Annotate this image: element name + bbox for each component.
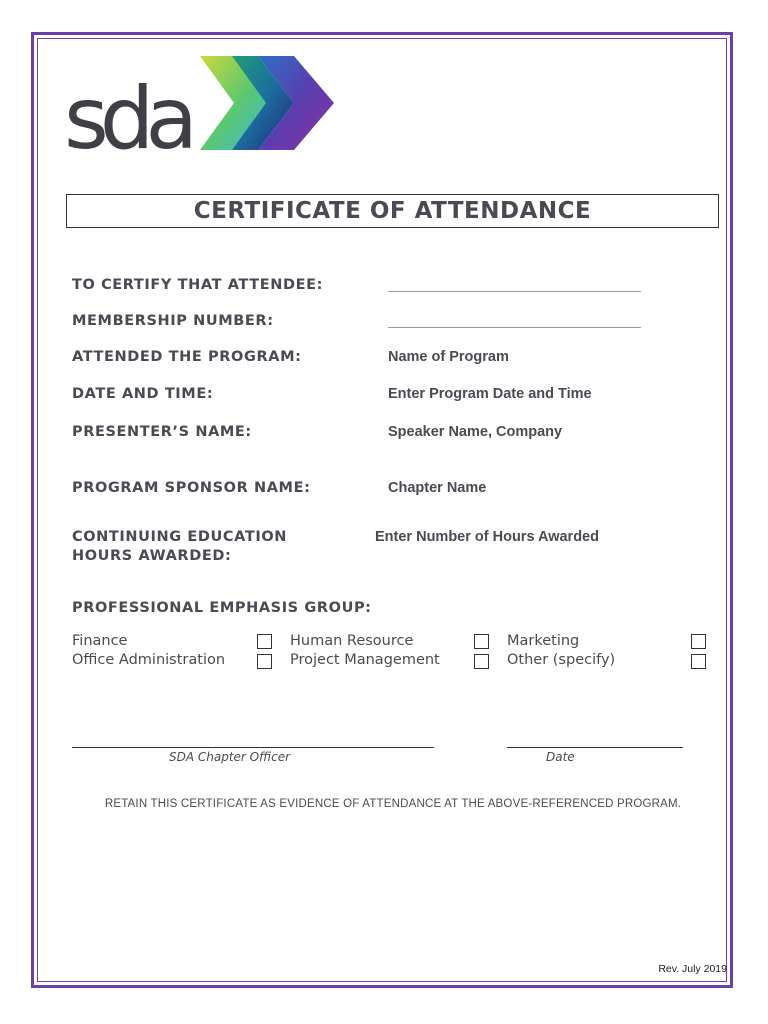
sda-logo (62, 52, 338, 154)
ce-hours-label-line1: CONTINUING EDUCATION (72, 529, 287, 545)
emphasis-item-other: Other (specify) (507, 652, 616, 668)
emphasis-item-office-administration: Office Administration (72, 652, 226, 668)
sponsor-label: PROGRAM SPONSOR NAME: (72, 480, 311, 496)
checkbox-finance[interactable] (257, 634, 272, 649)
attendee-label: TO CERTIFY THAT ATTENDEE: (72, 277, 324, 293)
certificate-border-inner (37, 38, 727, 982)
date-signature-line (507, 747, 683, 748)
officer-caption: SDA Chapter Officer (169, 750, 291, 764)
revision-note: Rev. July 2019 (658, 963, 727, 975)
emphasis-item-finance: Finance (72, 633, 128, 649)
presenter-label: PRESENTER’S NAME: (72, 424, 252, 440)
sponsor-value: Chapter Name (388, 480, 487, 496)
checkbox-human-resource[interactable] (474, 634, 489, 649)
attendee-blank-line (388, 291, 641, 292)
checkbox-other[interactable] (691, 654, 706, 669)
program-label: ATTENDED THE PROGRAM: (72, 349, 302, 365)
ce-hours-label-line2: HOURS AWARDED: (72, 548, 232, 564)
date-time-label: DATE AND TIME: (72, 386, 214, 402)
checkbox-office-administration[interactable] (257, 654, 272, 669)
presenter-value: Speaker Name, Company (388, 424, 563, 440)
officer-signature-line (72, 747, 434, 748)
retain-notice: RETAIN THIS CERTIFICATE AS EVIDENCE OF ATTENDANCE AT THE ABOVE-REFERENCED PROGRAM. (104, 798, 682, 810)
checkbox-project-management[interactable] (474, 654, 489, 669)
date-time-value: Enter Program Date and Time (388, 386, 592, 402)
emphasis-item-marketing: Marketing (507, 633, 580, 649)
certificate-title: CERTIFICATE OF ATTENDANCE (193, 198, 592, 224)
emphasis-group-label: PROFESSIONAL EMPHASIS GROUP: (72, 600, 372, 616)
title-box (66, 194, 719, 228)
ce-hours-value: Enter Number of Hours Awarded (375, 529, 599, 545)
emphasis-item-human-resource: Human Resource (290, 633, 414, 649)
logo-text: sda (64, 69, 190, 154)
program-value: Name of Program (388, 349, 509, 365)
checkbox-marketing[interactable] (691, 634, 706, 649)
emphasis-item-project-management: Project Management (290, 652, 440, 668)
membership-number-label: MEMBERSHIP NUMBER: (72, 313, 274, 329)
date-caption: Date (546, 750, 575, 764)
membership-number-blank-line (388, 327, 641, 328)
